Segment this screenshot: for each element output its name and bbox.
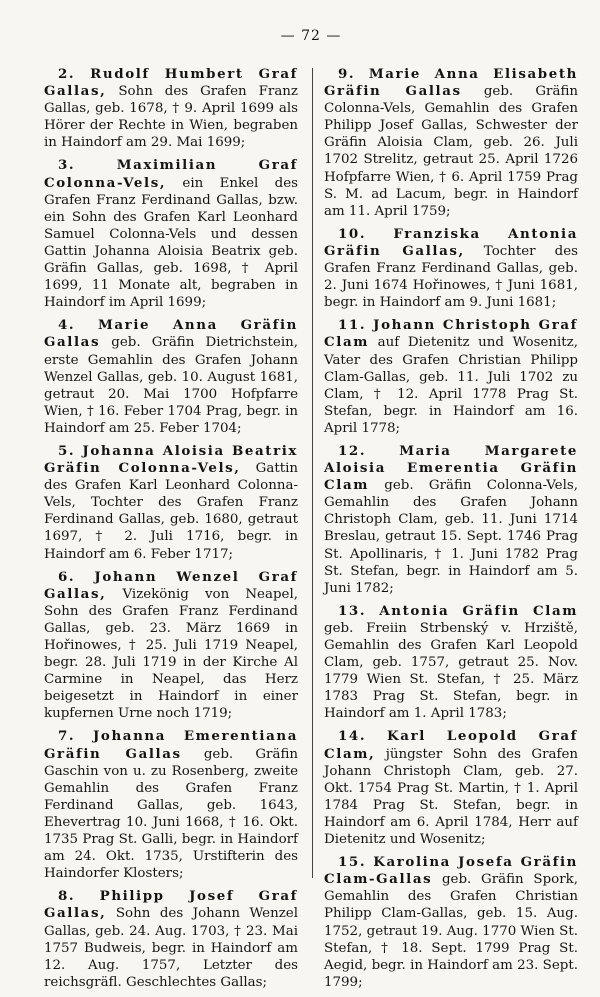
- entry: [44, 569, 298, 723]
- entry-name: 5. Johanna Aloisia Beatrix Gräfin Colonna-Vels,: [44, 442, 298, 477]
- entry-text: geb. Gräfin Colonna-Vels, Gemahlin des Grafen Johann Christoph Clam, geb. 11. Juni 1714 Breslau, getraut 15. Sept. 1746 Prag St. Apollinaris, † 1. Juni 1782 Prag St. Stefan, begr. in Haindorf am 5. Juni 1782;: [324, 478, 578, 596]
- entry: [324, 66, 578, 220]
- entry: [324, 226, 578, 311]
- entry: [324, 317, 578, 437]
- entry: [324, 443, 578, 597]
- entry: [324, 603, 578, 723]
- entry: [44, 157, 298, 311]
- entry-text: jüngster Sohn des Grafen Johann Christoph Clam, geb. 27. Okt. 1754 Prag St. Martin, † 1. April 1784 Prag St. Stefan, begr. in Haindorf am 6. April 1784, Herr auf Dietenitz und Wosenitz;: [324, 746, 578, 848]
- entry-name: 15. Karolina Josefa Gräfin Clam-Gallas: [324, 854, 578, 888]
- entry-text: Tochter des Grafen Franz Ferdinand Gallas, geb. 2. Juni 1674 Hořinowes, † Juni 1681, begr. in Haindorf am 9. Juni 1681;: [324, 243, 578, 311]
- entry-text: auf Dietenitz und Wosenitz, Vater des Grafen Christian Philipp Clam-Gallas, geb. 11. Juli 1702 zu Clam, † 12. April 1778 Prag St. Stefan, begr. in Haindorf am 16. April 1778;: [324, 335, 578, 436]
- column-divider: [312, 68, 313, 878]
- entry-text: Sohn des Johann Wenzel Gallas, geb. 24. Aug. 1703, † 23. Mai 1757 Budweis, begr. in Haindorf am 12. Aug. 1757, Letzter des reichsgräfl. Geschlechtes Gallas;: [44, 906, 298, 990]
- entry-name: 10. Franziska Antonia Gräfin Gallas,: [324, 225, 578, 259]
- entry: [44, 317, 298, 437]
- entry-name: 9. Marie Anna Elisabeth Gräfin Gallas: [324, 66, 578, 100]
- entry-name: 3. Maximilian Graf Colonna-Vels,: [44, 157, 298, 191]
- entry-name: 7. Johanna Emerentiana Gräfin Gallas: [44, 728, 298, 762]
- left-column: [44, 66, 298, 997]
- entry: [44, 66, 298, 151]
- entry-text: geb. Freiin Strbenský v. Hrziště, Gemahlin des Grafen Karl Leopold Clam, geb. 1757, getraut 25. Nov. 1779 Wien St. Stefan, † 25. März 1783 Prag St. Stefan, begr. in Haindorf am 1. April 1783;: [324, 620, 578, 722]
- entry-name: 8. Philipp Josef Graf Gallas,: [44, 888, 298, 922]
- entry-text: geb. Gräfin Gaschin von u. zu Rosenberg, zweite Gemahlin des Grafen Franz Ferdinand Gallas, geb. 1643, Ehevertrag 10. Juni 1668, † 16. Okt. 1735 Prag St. Galli, begr. in Haindorf am 24. Okt. 1735, Urstifterin des Haindorfer Klosters;: [44, 746, 298, 882]
- entry-text: geb. Gräfin Spork, Gemahlin des Grafen Christian Philipp Clam-Gallas, geb. 15. Aug. 1752, getraut 19. Aug. 1770 Wien St. Stefan, † 18. Sept. 1799 Prag St. Aegid, begr. in Haindorf am 23. Sept. 1799;: [324, 872, 578, 990]
- entry-text: Gattin des Grafen Karl Leonhard Colonna-Vels, Tochter des Grafen Franz Ferdinand Gallas, geb. 1680, getraut 1697, † 2. Juli 1716, begr. in Haindorf am 6. Feber 1717;: [44, 461, 299, 562]
- entry-name: 14. Karl Leopold Graf Clam,: [324, 728, 578, 762]
- entry-text: ein Enkel des Grafen Franz Ferdinand Gallas, bzw. ein Sohn des Grafen Karl Leonhard Samuel Colonna-Vels und dessen Gattin Johanna Aloisia Beatrix geb. Gräfin Gallas, geb. 1698, † April 1699, 11 Monate alt, begraben in Haindorf im April 1699;: [44, 175, 298, 311]
- right-column: [324, 66, 578, 997]
- entry-name: 4. Marie Anna Gräfin Gallas: [44, 317, 298, 351]
- page-number: — 72 —: [280, 28, 342, 44]
- entry-name: 13. Antonia Gräfin Clam: [338, 602, 578, 619]
- entry-name: 12. Maria Margarete Aloisia Emerentia Gräfin Clam: [324, 442, 578, 494]
- text-columns: [44, 66, 578, 997]
- entry-text: geb. Gräfin Colonna-Vels, Gemahlin des Grafen Philipp Josef Gallas, Schwester der Gräfin Aloisia Clam, geb. 26. Juli 1702 Strelitz, getraut 25. April 1726 Hofpfarre Wien, † 6. April 1759 Prag S. M. ad Lacum, begr. in Haindorf am 11. April 1759;: [324, 84, 578, 219]
- entry-name: 6. Johann Wenzel Graf Gallas,: [44, 568, 298, 602]
- entry: [44, 728, 298, 882]
- entry: [324, 728, 578, 848]
- entry-name: 11. Johann Christoph Graf Clam: [324, 317, 578, 351]
- entry-text: geb. Gräfin Dietrichstein, erste Gemahlin des Grafen Johann Wenzel Gallas, geb. 10. August 1681, getraut 20. Mai 1700 Hofpfarre Wien, † 16. Feber 1704 Prag, begr. in Haindorf am 25. Feber 1704;: [44, 335, 298, 436]
- entry: [324, 854, 578, 991]
- entry: [44, 888, 298, 991]
- entry-name: 2. Rudolf Humbert Graf Gallas,: [44, 66, 298, 100]
- entry: [44, 443, 298, 563]
- entry-text: Sohn des Grafen Franz Gallas, geb. 1678, † 9. April 1699 als Hörer der Rechte in Wien, begraben in Haindorf am 29. Mai 1699;: [44, 84, 298, 151]
- entry-text: Vizekönig von Neapel, Sohn des Grafen Franz Ferdinand Gallas, geb. 23. März 1669 in Hořinowes, † 25. Juli 1719 Neapel, begr. 28. Juli 1719 in der Kirche Al Carmine in Neapel, das Herz beigesetzt in Haindorf in einer kupfernen Urne noch 1719;: [44, 586, 298, 722]
